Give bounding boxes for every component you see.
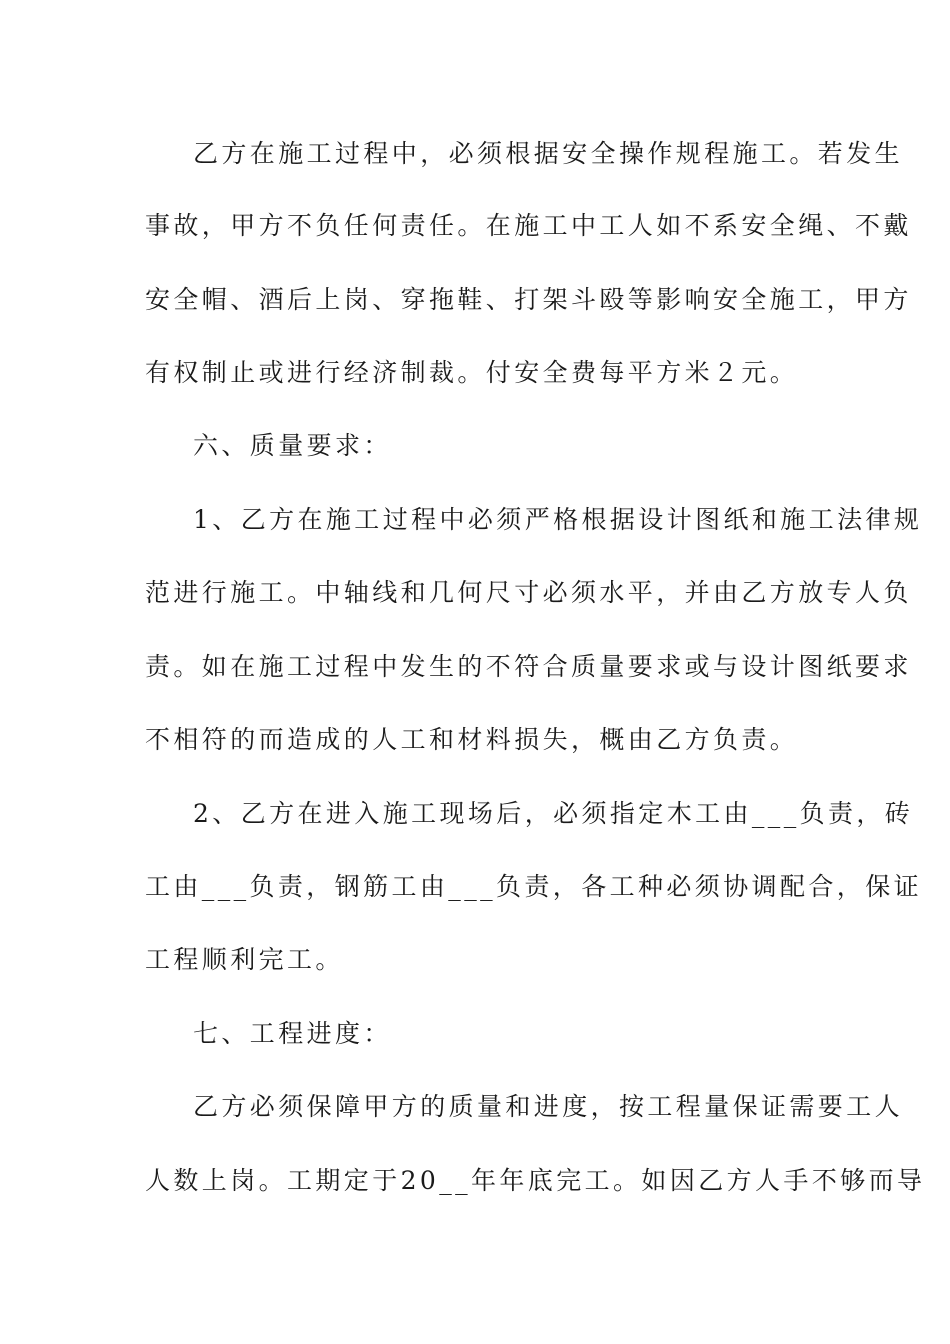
paragraph-line: 范进行施工。中轴线和几何尺寸必须水平，并由乙方放专人负 (145, 578, 912, 607)
paragraph-line: 工程顺利完工。 (145, 945, 344, 974)
paragraph-line: 1、乙方在施工过程中必须严格根据设计图纸和施工法律规 (193, 505, 923, 534)
section-heading: 六、质量要求： (193, 431, 392, 460)
paragraph-line: 乙方必须保障甲方的质量和进度，按工程量保证需要工人 (193, 1092, 904, 1121)
paragraph-line: 乙方在施工过程中，必须根据安全操作规程施工。若发生 (193, 139, 904, 168)
paragraph-line: 有权制止或进行经济制裁。付安全费每平方米２元。 (145, 358, 799, 387)
paragraph-line: 安全帽、酒后上岗、穿拖鞋、打架斗殴等影响安全施工，甲方 (145, 285, 912, 314)
section-heading: 七、工程进度： (193, 1019, 392, 1048)
paragraph-line: 不相符的而造成的人工和材料损失，概由乙方负责。 (145, 725, 799, 754)
paragraph-line: 人数上岗。工期定于20__年年底完工。如因乙方人手不够而导 (145, 1166, 926, 1195)
paragraph-line: 2、乙方在进入施工现场后，必须指定木工由___负责，砖 (193, 799, 914, 828)
paragraph-line: 工由___负责，钢筋工由___负责，各工种必须协调配合，保证 (145, 872, 923, 901)
paragraph-line: 责。如在施工过程中发生的不符合质量要求或与设计图纸要求 (145, 652, 912, 681)
paragraph-line: 事故，甲方不负任何责任。在施工中工人如不系安全绳、不戴 (145, 211, 912, 240)
